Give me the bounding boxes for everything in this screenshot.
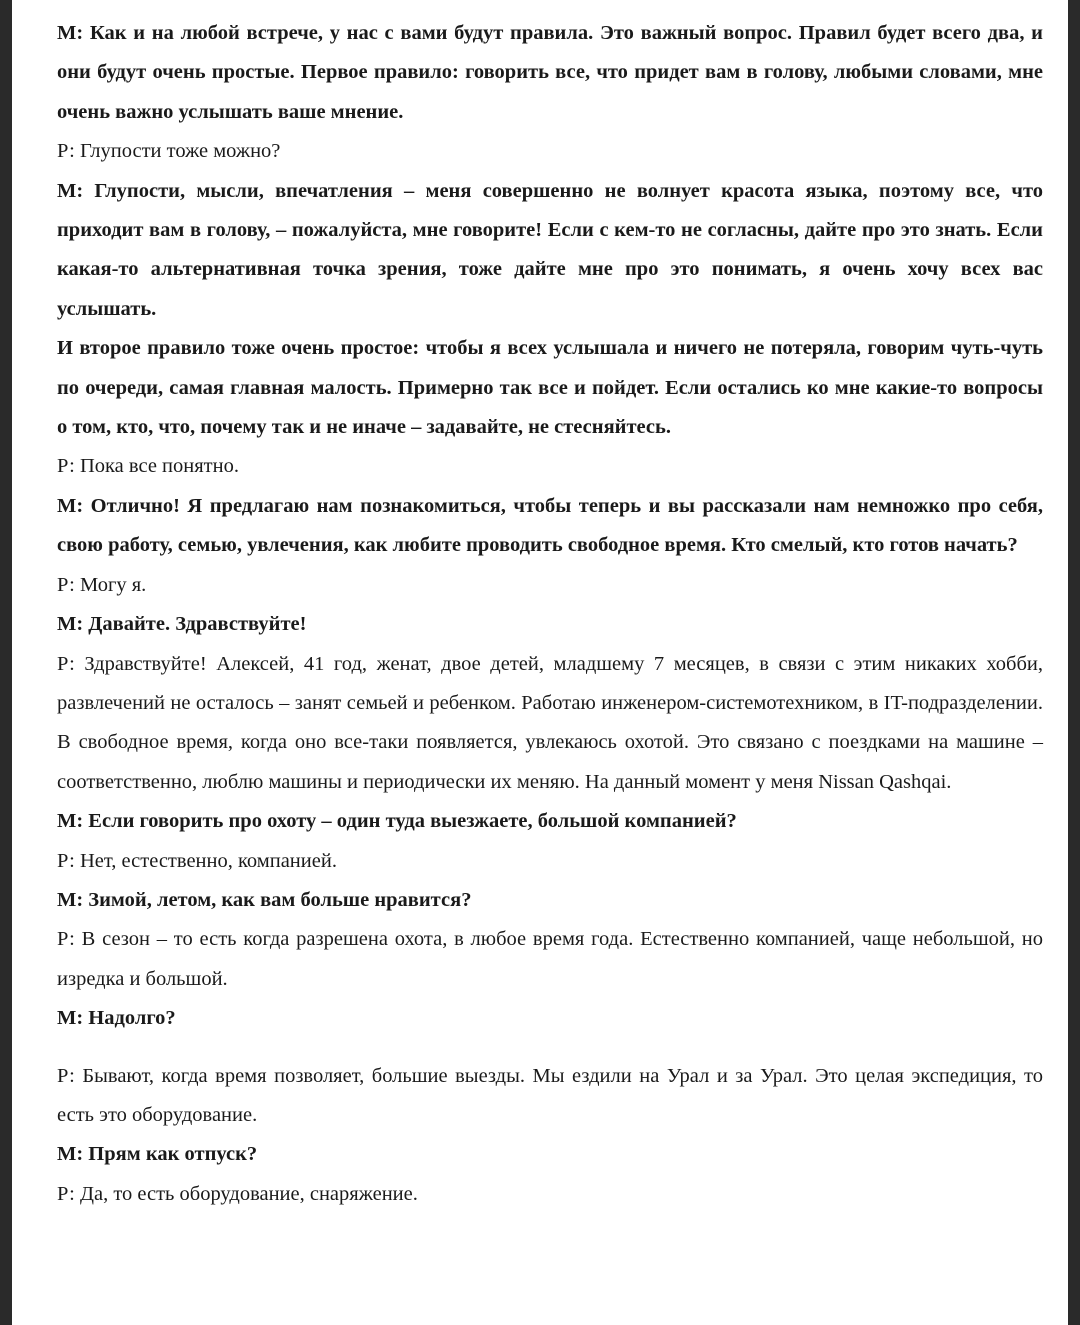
transcript — [57, 14, 1043, 1214]
moderator-line-greeting: М: Давайте. Здравствуйте! — [57, 613, 307, 636]
respondent-line-with-company: Р: Нет, естественно, компанией. — [57, 849, 337, 872]
respondent-line-equipment: Р: Да, то есть оборудование, снаряжение. — [57, 1182, 418, 1205]
document-page — [12, 0, 1068, 1325]
moderator-line-second-rule: И второе правило тоже очень простое: чтобы я всех услышала и ничего не потеряла, говорим чуть-чуть по очереди, самая главная малость. Примерно так все и пойдет. Если остались ко мне какие-то вопросы о том, кто, что, почему так и не иначе – задавайте, не стесняйтесь. — [57, 337, 1043, 439]
respondent-line-volunteer: Р: Могу я. — [57, 573, 147, 596]
respondent-line-season-answer: Р: В сезон – то есть когда разрешена охота, в любое время года. Естественно компанией, чаще небольшой, но изредка и большой. — [57, 928, 1043, 990]
respondent-line-self-intro: Р: Здравствуйте! Алексей, 41 год, женат, двое детей, младшему 7 месяцев, в связи с этим никаких хобби, развлечений не осталось – занят семьей и ребенком. Работаю инженером-системотехником, в IT-подразделении. В свободное время, когда оно все-таки появляется, увлекаюсь охотой. Это связано с поездками на машине – соответственно, люблю машины и периодически их меняю. На данный момент у меня Nissan Qashqai. — [57, 652, 1043, 793]
moderator-line-season-question: М: Зимой, летом, как вам больше нравится? — [57, 888, 472, 911]
moderator-line-first-rule: М: Глупости, мысли, впечатления – меня совершенно не волнует красота языка, поэтому все, что приходит вам в голову, – пожалуйста, мне говорите! Если с кем-то не согласны, дайте про это знать. Если какая-то альтернативная точка зрения, тоже дайте мне про это понимать, я очень хочу всех вас услышать. — [57, 179, 1043, 320]
moderator-line-vacation-question: М: Прям как отпуск? — [57, 1143, 258, 1166]
moderator-line-introductions: М: Отлично! Я предлагаю нам познакомиться, чтобы теперь и вы рассказали нам немножко про себя, свою работу, семью, увлечения, как любите проводить свободное время. Кто смелый, кто готов начать? — [57, 494, 1043, 557]
moderator-line-hunting-question: М: Если говорить про охоту – один туда выезжаете, большой компанией? — [57, 810, 737, 833]
moderator-line-duration-question: М: Надолго? — [57, 1007, 176, 1030]
respondent-line-expeditions: Р: Бывают, когда время позволяет, большие выезды. Мы ездили на Урал и за Урал. Это целая экспедиция, то есть это оборудование. — [57, 1064, 1043, 1126]
respondent-line-nonsense-question: Р: Глупости тоже можно? — [57, 140, 281, 163]
respondent-line-understood: Р: Пока все понятно. — [57, 455, 239, 478]
moderator-line-rules-intro: М: Как и на любой встрече, у нас с вами будут правила. Это важный вопрос. Правил будет всего два, и они будут очень простые. Первое правило: говорить все, что придет вам в голову, любыми словами, мне очень важно услышать ваше мнение. — [57, 22, 1043, 123]
